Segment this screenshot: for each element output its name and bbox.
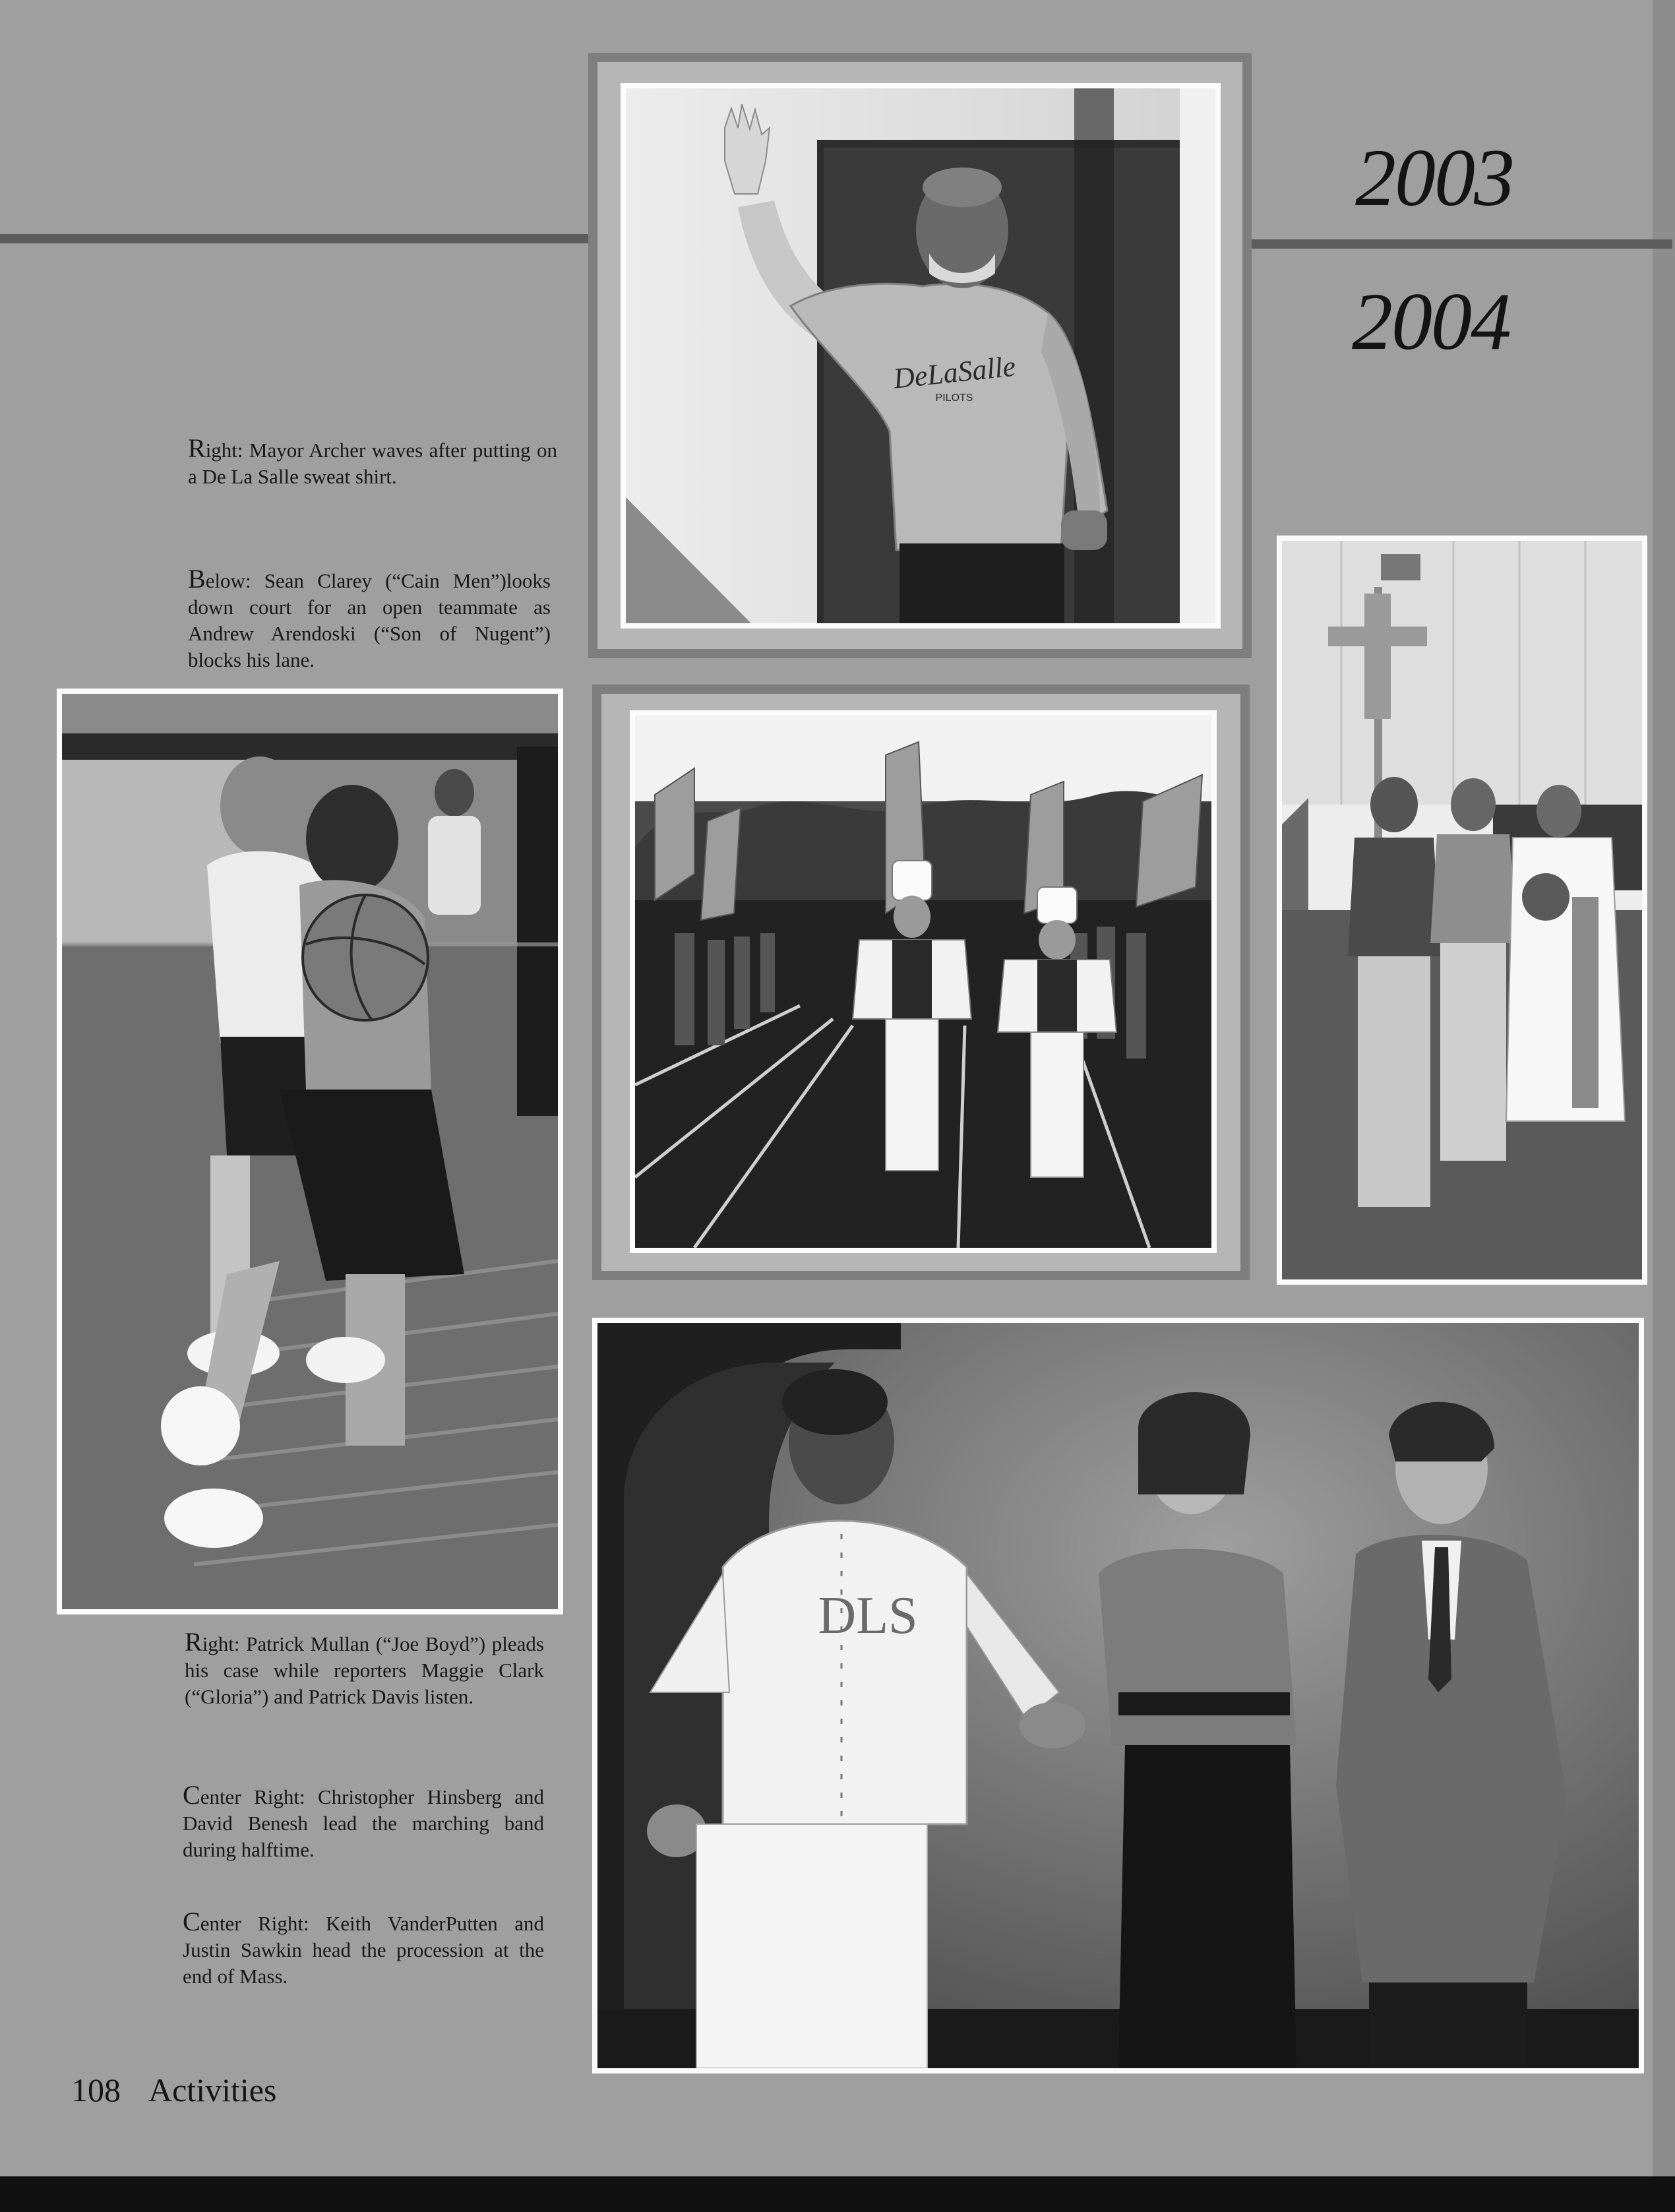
caption-play — [185, 1629, 544, 1710]
sweatshirt-logo-text: DeLaSalle — [892, 350, 1018, 395]
photo-play — [592, 1318, 1644, 2074]
sweatshirt-logo-subtext: PILOTS — [935, 392, 973, 404]
jersey-logo-text: DLS — [818, 1587, 918, 1645]
photo-procession-image — [1282, 541, 1642, 1279]
horizontal-rule-left — [0, 234, 588, 243]
photo-basketball — [57, 689, 563, 1614]
photo-basketball-image — [62, 694, 558, 1609]
horizontal-rule-right — [1250, 239, 1672, 249]
photo-play-image — [597, 1323, 1639, 2068]
caption-lead-letter: C — [183, 1907, 200, 1936]
caption-text: ight: Patrick Mullan (“Joe Boyd”) pleads his case while reporters Maggie Clark (“Gloria”) and Patrick Davis listen. — [185, 1632, 544, 1708]
photo-mayor-image — [626, 88, 1215, 623]
caption-mayor — [188, 435, 557, 490]
caption-procession — [183, 1909, 544, 1990]
page-right-edge — [1653, 0, 1675, 2176]
caption-marching-band — [183, 1782, 544, 1863]
photo-marching-band — [630, 710, 1217, 1253]
caption-lead-letter: R — [185, 1627, 202, 1657]
caption-basketball — [188, 566, 551, 673]
page-footer — [71, 2071, 276, 2109]
caption-lead-letter: B — [188, 564, 206, 594]
page-number: 108 — [71, 2072, 121, 2108]
caption-text: ight: Mayor Archer waves after putting on a De La Salle sweat shirt. — [188, 439, 557, 488]
caption-text: enter Right: Keith VanderPutten and Justin Sawkin head the procession at the end of Mass. — [183, 1912, 544, 1988]
caption-text: enter Right: Christopher Hinsberg and David Benesh lead the marching band during halftime. — [183, 1785, 544, 1861]
caption-text: elow: Sean Clarey (“Cain Men”)looks down court for an open teammate as Andrew Arendoski (“Son of Nugent”) blocks his lane. — [188, 569, 551, 671]
page-bottom-edge — [0, 2176, 1675, 2212]
photo-marching-band-image — [635, 716, 1211, 1248]
year-heading-top: 2003 — [1355, 133, 1513, 223]
photo-mayor — [621, 83, 1221, 629]
caption-lead-letter: R — [188, 433, 206, 463]
section-name: Activities — [148, 2072, 277, 2108]
caption-lead-letter: C — [183, 1780, 200, 1810]
photo-procession — [1277, 536, 1647, 1285]
year-heading-bottom: 2004 — [1352, 276, 1510, 367]
